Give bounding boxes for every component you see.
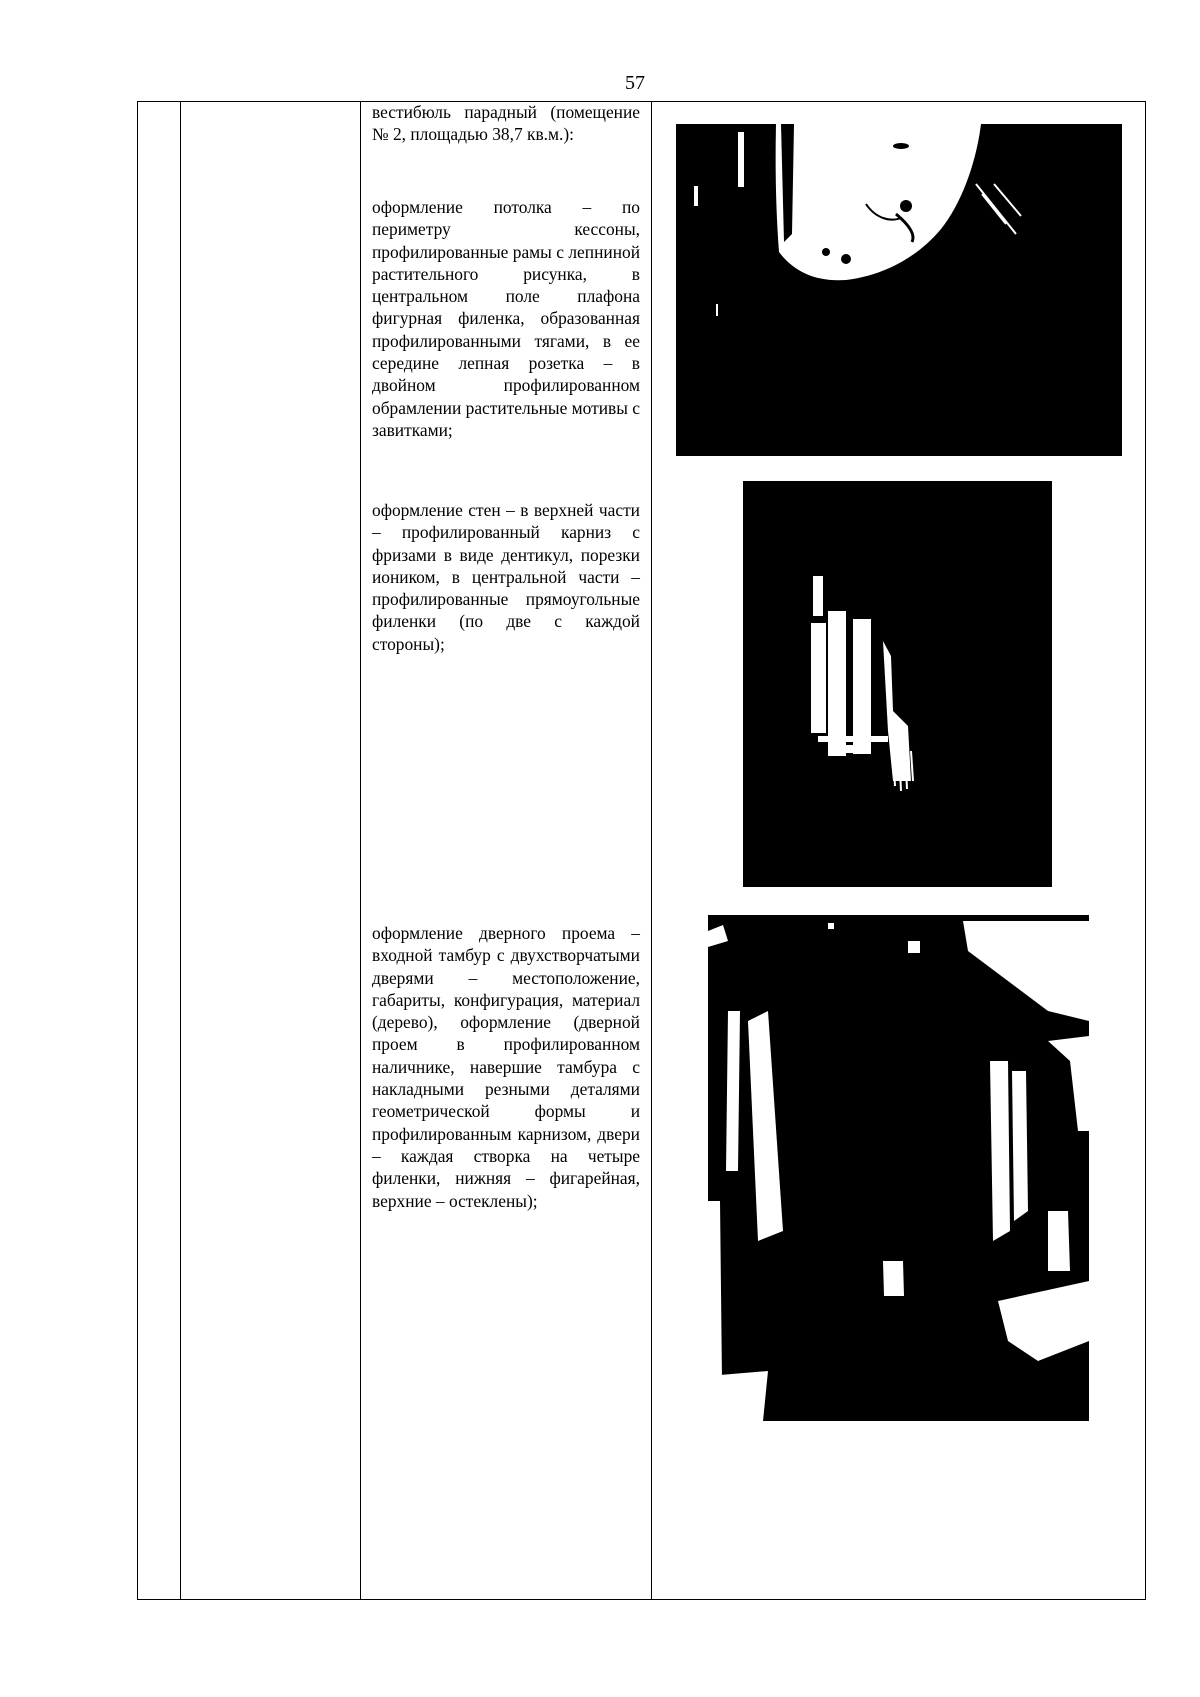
- column-divider: [651, 102, 652, 1599]
- doorway-vestibule-photo-image: [708, 911, 1089, 1421]
- description-text: вестибюль парадный (помещение № 2, площадью 38,7 кв.м.):: [372, 102, 640, 145]
- doorway-vestibule-photo: [708, 911, 1089, 1421]
- description-ceiling: [372, 196, 640, 441]
- page-number: 57: [625, 72, 645, 94]
- wall-window-photo: [743, 481, 1052, 887]
- wall-window-photo-image: [743, 481, 1052, 887]
- description-text: оформление стен – в верхней части – профилированный карниз с фризами в виде дентикул, порезки иоником, в центральной части – профилированные прямоугольные филенки (по две с каждой стороны);: [372, 500, 640, 654]
- description-walls: [372, 499, 640, 655]
- description-text: оформление потолка – по периметру кессоны, профилированные рамы с лепниной растительного рисунка, в центральном поле плафона фигурная филенка, образованная профилированными тягами, в ее середине лепная розетка – в двойном профилированном обрамлении растительные мотивы с завитками;: [372, 197, 640, 440]
- ceiling-photo: [676, 124, 1122, 456]
- column-divider: [360, 102, 361, 1599]
- description-doorway: [372, 922, 640, 1212]
- description-text: оформление дверного проема – входной тамбур с двухстворчатыми дверями – местоположение, габариты, конфигурация, материал (дерево), оформление (дверной проем в профилированном наличнике, навершие тамбура с накладными резными деталями геометрической формы и профилированным карнизом, двери – каждая створка на четыре филенки, нижняя – фигарейная, верхние – остеклены);: [372, 923, 640, 1211]
- column-divider: [180, 102, 181, 1599]
- ceiling-photo-image: [676, 124, 1122, 456]
- description-vestibule: [372, 101, 640, 146]
